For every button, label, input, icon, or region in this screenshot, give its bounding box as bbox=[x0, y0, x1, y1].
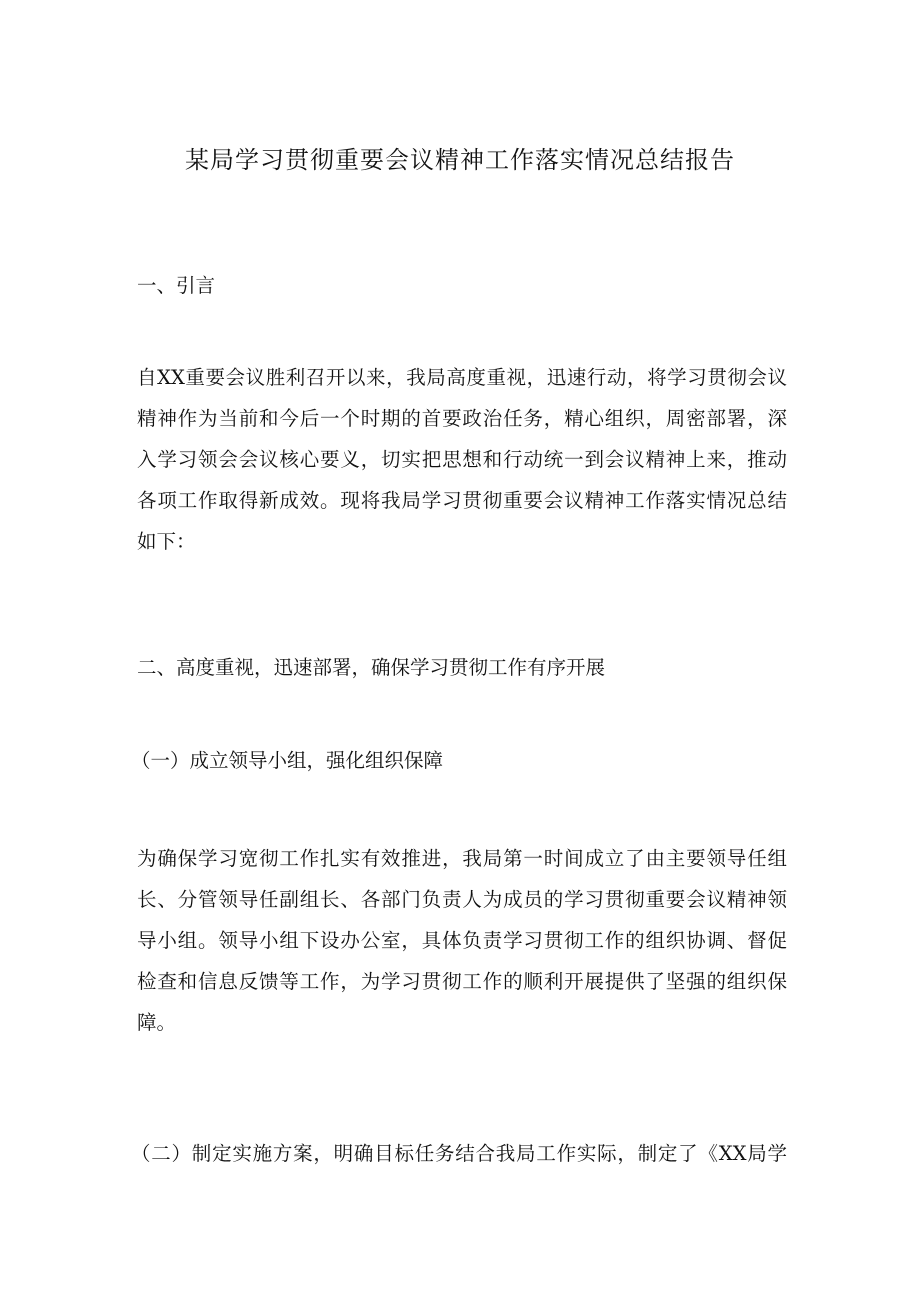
paragraph-line: （二）制定实施方案，明确目标任务结合我局工作实际，制定了《XX局学 bbox=[131, 1142, 787, 1165]
document-title: 某局学习贯彻重要会议精神工作落实情况总结报告 bbox=[185, 146, 735, 174]
paragraph-line: 各项工作取得新成效。现将我局学习贯彻重要会议精神工作落实情况总结 bbox=[137, 489, 787, 512]
section2-sub2-paragraph bbox=[131, 1133, 787, 1174]
paragraph-line: 为确保学习宽彻工作扎实有效推进，我局第一时间成立了由主要领导任组 bbox=[137, 847, 787, 870]
paragraph-line: 长、分管领导任副组长、各部门负责人为成员的学习贯彻重要会议精神领 bbox=[137, 888, 787, 911]
paragraph-line: 障。 bbox=[137, 1011, 177, 1034]
paragraph-line: 检查和信息反馈等工作，为学习贯彻工作的顺利开展提供了坚强的组织保 bbox=[137, 970, 787, 993]
paragraph-line: 自XX重要会议胜利召开以来，我局高度重视，迅速行动，将学习贯彻会议 bbox=[137, 366, 787, 389]
paragraph-line: 导小组。领导小组下设办公室，具体负责学习贯彻工作的组织协调、督促 bbox=[137, 929, 787, 952]
paragraph-line: 入学习领会会议核心要义，切实把思想和行动统一到会议精神上来，推动 bbox=[137, 448, 787, 471]
paragraph-line: 精神作为当前和今后一个时期的首要政治任务，精心组织，周密部署，深 bbox=[137, 407, 787, 430]
section2-sub1-heading: （一）成立领导小组，强化组织保障 bbox=[131, 749, 444, 772]
section1-heading: 一、引言 bbox=[137, 274, 216, 297]
section1-paragraph bbox=[137, 357, 787, 562]
section2-sub1-paragraph bbox=[137, 838, 787, 1043]
paragraph-line: 如下： bbox=[137, 530, 196, 553]
section2-heading: 二、高度重视，迅速部署，确保学习贯彻工作有序开展 bbox=[137, 656, 606, 679]
